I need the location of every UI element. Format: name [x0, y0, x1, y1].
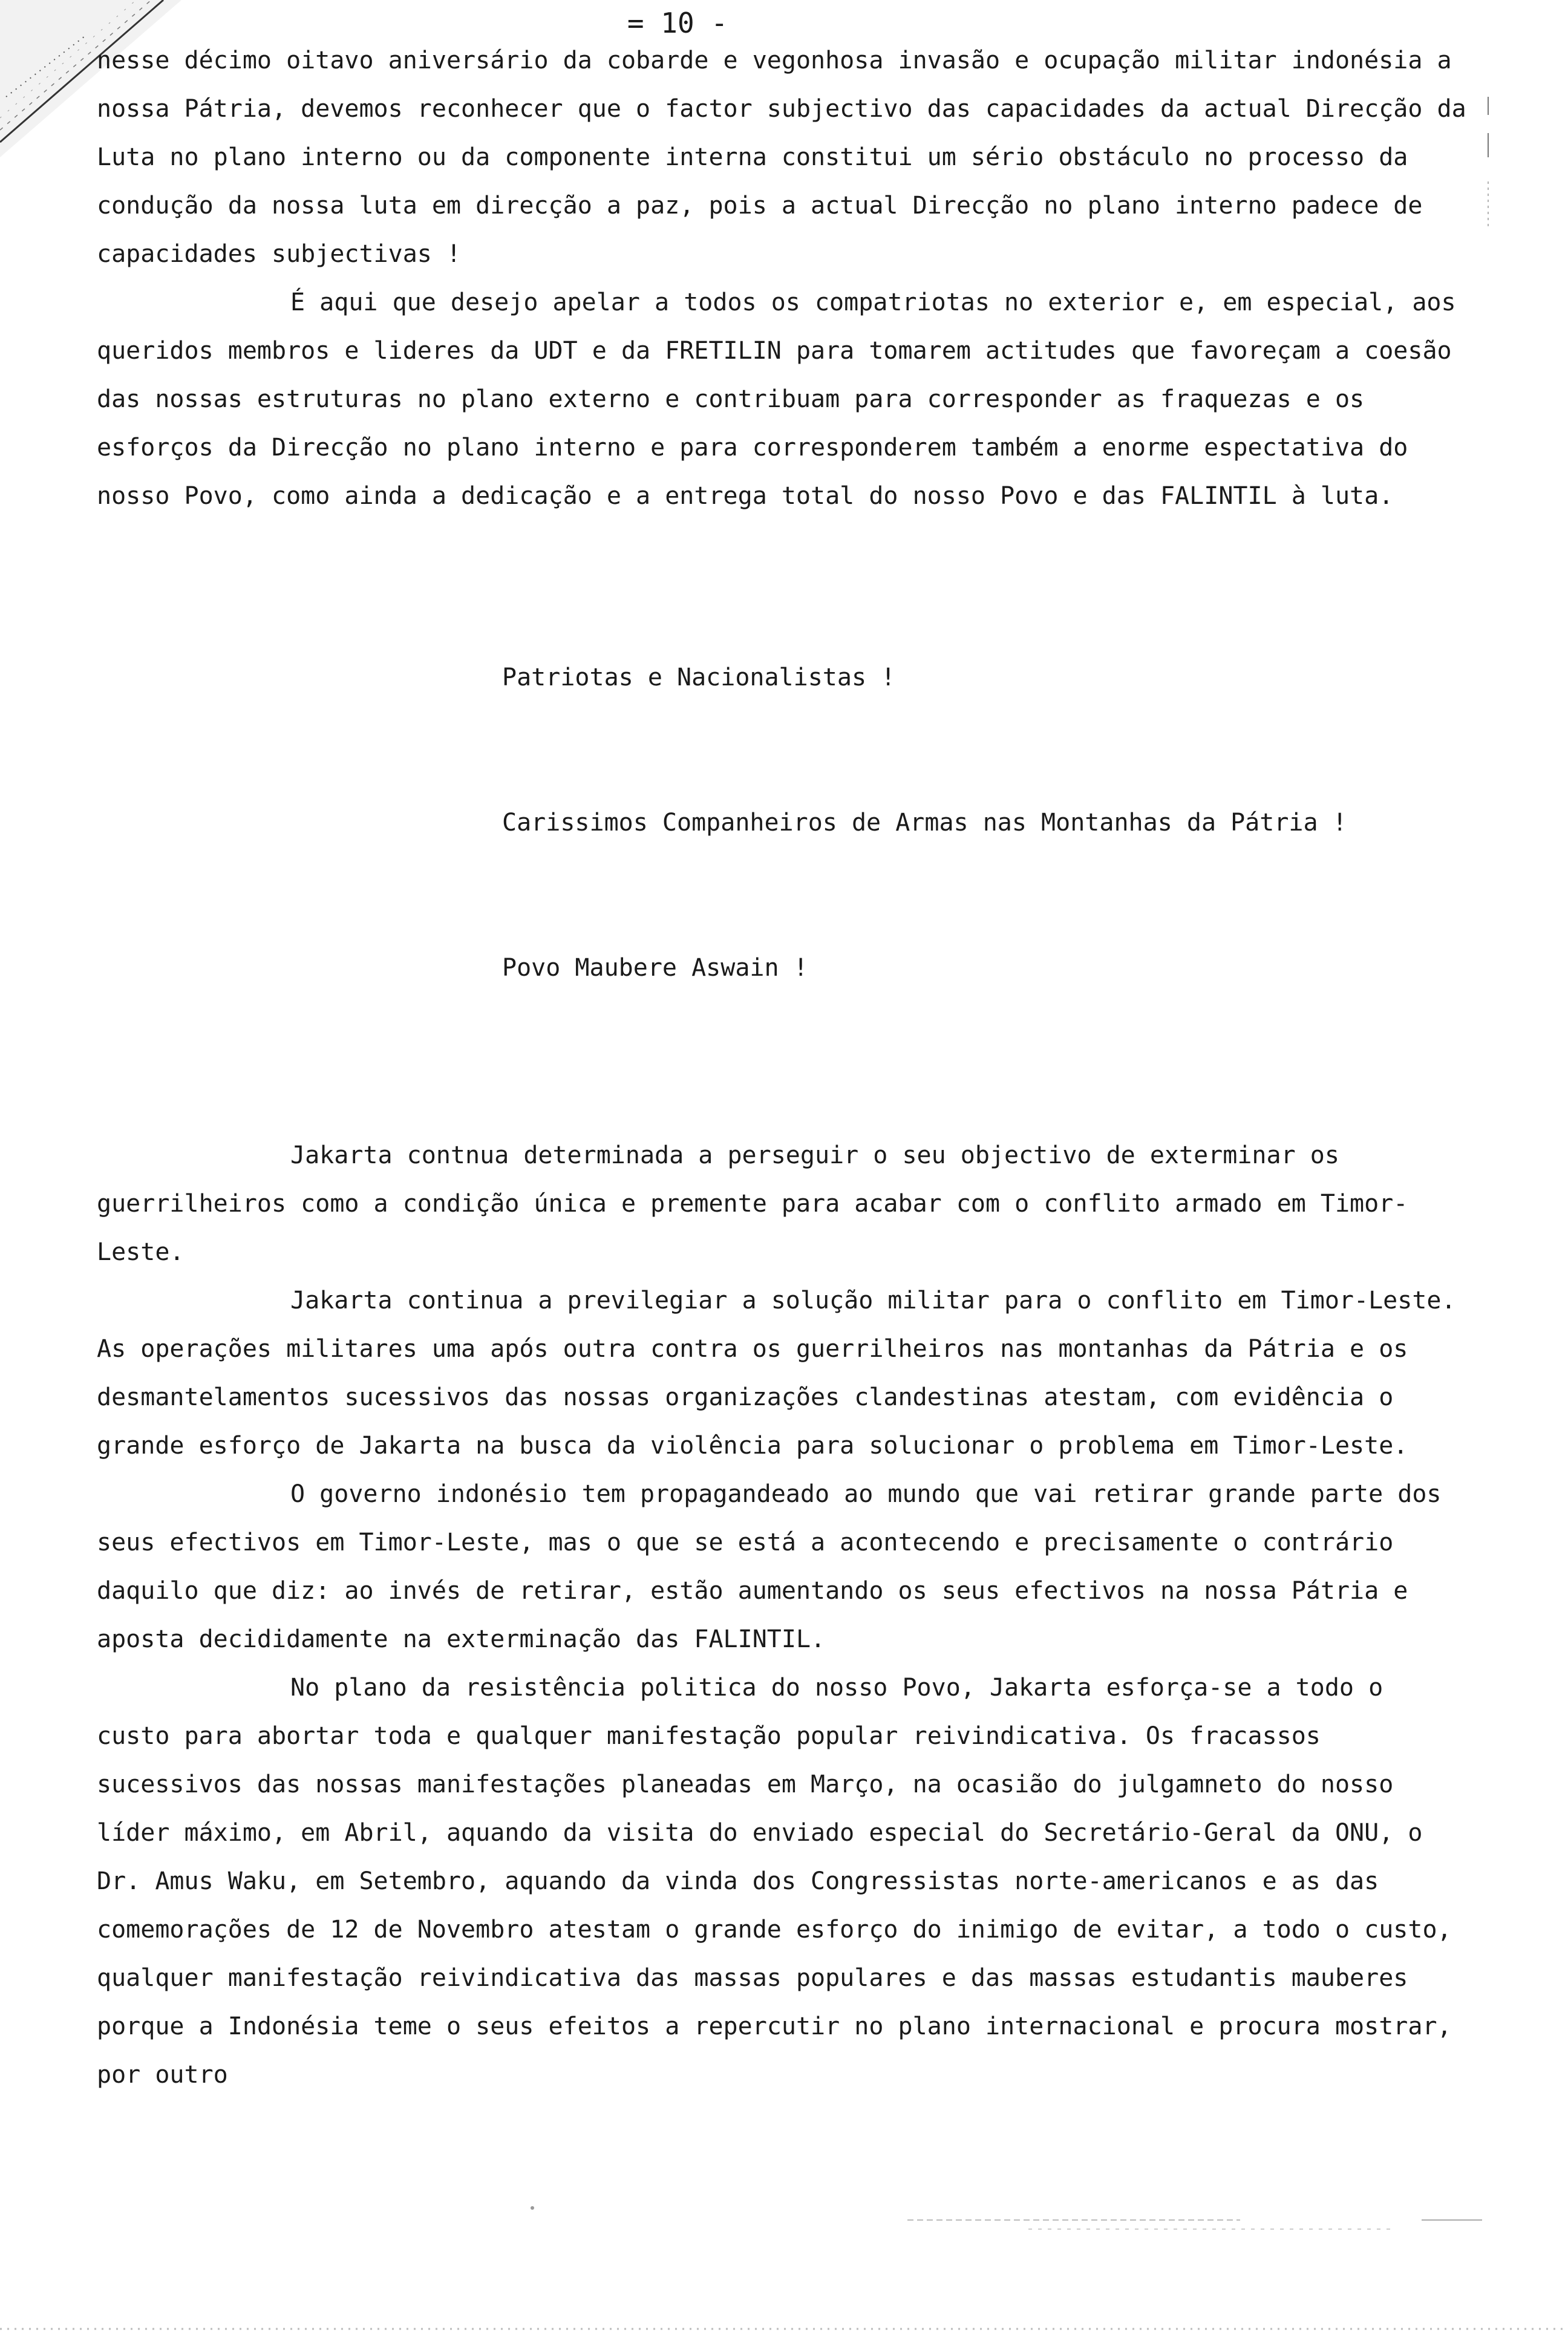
- paragraph-appeal: É aqui que desejo apelar a todos os compatriotas no exterior e, em especial, aos queridos membros e lideres da UDT e da FRETILIN para tomarem actitudes que favoreçam a coesão das nossas estruturas no plano externo e contribuam para corresponder as fraquezas e os esforços da Direcção no plano interno e para corresponderem também a enorme espectativa do nosso Povo, como ainda a dedicação e a entrega total do nosso Povo e das FALINTIL à luta.: [97, 289, 1471, 510]
- page-number: = 10 -: [627, 7, 728, 39]
- salutation-line: Povo Maubere Aswain !: [502, 954, 808, 982]
- paragraph-jakarta-objective: Jakarta contnua determinada a perseguir o seu objectivo de exterminar os guerrilheiros como a condição única e premente para acabar com o conflito armado em Timor-Leste.: [97, 1141, 1408, 1266]
- letter-body: [97, 36, 1481, 2099]
- salutation-line: Carissimos Companheiros de Armas nas Montanhas da Pátria !: [502, 809, 1347, 837]
- paragraph-political-resistance: No plano da resistência politica do nosso Povo, Jakarta esforça-se a todo o custo para abortar toda e qualquer manifestação popular reivindicativa. Os fracassos sucessivos das nossas manifestações planeadas em Março, na ocasião do julgamneto do nosso líder máximo, em Abril, aquando da visita do enviado especial do Secretário-Geral da ONU, o Dr. Amus Waku, em Setembro, aquando da vinda dos Congressistas norte-americanos e as das comemorações de 12 de Novembro atestam o grande esforço do inimigo de evitar, a todo o custo, qualquer manifestação reivindicativa das massas populares e das massas estudantis mauberes porque a Indonésia teme o seus efeitos a repercutir no plano internacional e procura mostrar, por outro: [97, 1674, 1466, 2089]
- salutation-block: [97, 557, 1470, 1089]
- scan-bottom-noise: [0, 2117, 1568, 2341]
- paragraph-continuation: nesse décimo oitavo aniversário da cobarde e vegonhosa invasão e ocupação militar indonésia a nossa Pátria, devemos reconhecer que o factor subjectivo das capacidades da actual Direcção da Luta no plano interno ou da componente interna constitui um sério obstáculo no processo da condução da nossa luta em direcção a paz, pois a actual Direcção no plano interno padece de capacidades subjectivas !: [97, 47, 1481, 268]
- salutation-line: Patriotas e Nacionalistas !: [502, 664, 896, 691]
- paragraph-troop-withdrawal: O governo indonésio tem propagandeado ao mundo que vai retirar grande parte dos seus efectivos em Timor-Leste, mas o que se está a acontecendo e precisamente o contrário daquilo que diz: ao invés de retirar, estão aumentando os seus efectivos na nossa Pátria e aposta decididamente na exterminação das FALINTIL.: [97, 1480, 1456, 1653]
- paragraph-military-solution: Jakarta continua a previlegiar a solução militar para o conflito em Timor-Leste. As operações militares uma após outra contra os guerrilheiros nas montanhas da Pátria e os desmantelamentos sucessivos das nossas organizações clandestinas atestam, com evidência o grande esforço de Jakarta na busca da violência para solucionar o problema em Timor-Leste.: [97, 1287, 1471, 1460]
